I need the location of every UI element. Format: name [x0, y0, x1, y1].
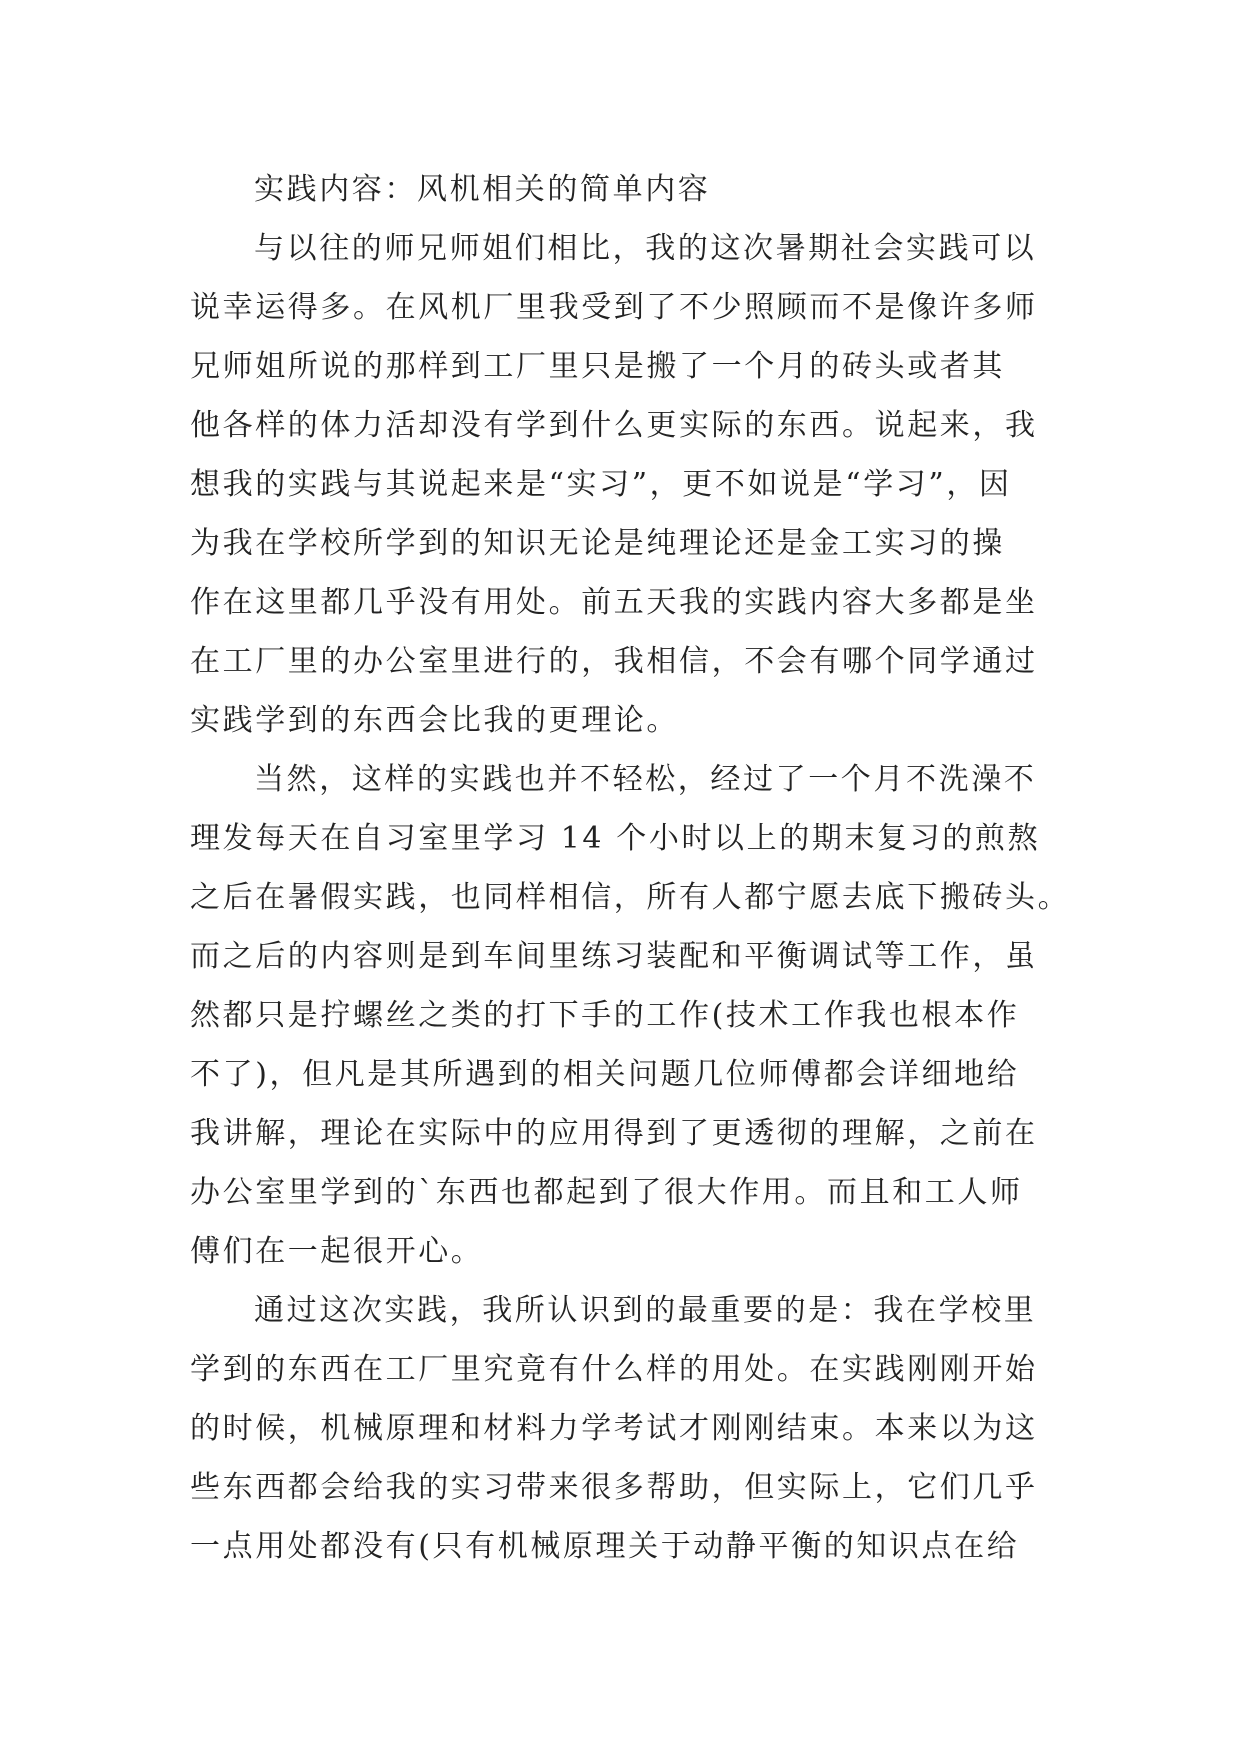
- paragraph-3: [190, 1281, 1050, 1576]
- paragraph-line: 与以往的师兄师姐们相比，我的这次暑期社会实践可以: [254, 231, 1037, 266]
- paragraph-line: 然都只是拧螺丝之类的打下手的工作(技术工作我也根本作: [190, 998, 1020, 1033]
- paragraph-line: 我讲解，理论在实际中的应用得到了更透彻的理解，之前在: [190, 1116, 1038, 1151]
- paragraph-line: 为我在学校所学到的知识无论是纯理论还是金工实习的操: [190, 526, 1005, 561]
- paragraph-line: 想我的实践与其说起来是“实习”，更不如说是“学习”，因: [190, 467, 1012, 502]
- paragraph-line: 当然，这样的实践也并不轻松，经过了一个月不洗澡不: [254, 762, 1037, 797]
- paragraph-line: 一点用处都没有(只有机械原理关于动静平衡的知识点在给: [190, 1529, 1020, 1564]
- document-body: [190, 160, 1071, 1576]
- paragraph-line: 傅们在一起很开心。: [190, 1234, 484, 1269]
- paragraph-line: 在工厂里的办公室里进行的，我相信，不会有哪个同学通过: [190, 644, 1038, 679]
- paragraph-line: 通过这次实践，我所认识到的最重要的是：我在学校里: [254, 1293, 1037, 1328]
- paragraph-line: 理发每天在自习室里学习 14 个小时以上的期末复习的煎熬: [190, 821, 1041, 856]
- paragraph-line: 不了)，但凡是其所遇到的相关问题几位师傅都会详细地给: [190, 1057, 1020, 1092]
- paragraph-line: 作在这里都几乎没有用处。前五天我的实践内容大多都是坐: [190, 585, 1038, 620]
- paragraph-2: [190, 750, 1071, 1281]
- paragraph-line: 他各样的体力活却没有学到什么更实际的东西。说起来，我: [190, 408, 1038, 443]
- document-heading: 实践内容：风机相关的简单内容: [254, 172, 711, 207]
- paragraph-line: 之后在暑假实践，也同样相信，所有人都宁愿去底下搬砖头。: [190, 880, 1071, 915]
- paragraph-line: 而之后的内容则是到车间里练习装配和平衡调试等工作，虽: [190, 939, 1038, 974]
- paragraph-line: 的时候，机械原理和材料力学考试才刚刚结束。本来以为这: [190, 1411, 1038, 1446]
- paragraph-line: 些东西都会给我的实习带来很多帮助，但实际上，它们几乎: [190, 1470, 1038, 1505]
- paragraph-1: [190, 219, 1050, 750]
- paragraph-line: 说幸运得多。在风机厂里我受到了不少照顾而不是像许多师: [190, 290, 1038, 325]
- paragraph-line: 实践学到的东西会比我的更理论。: [190, 703, 679, 738]
- paragraph-line: 办公室里学到的`东西也都起到了很大作用。而且和工人师: [190, 1175, 1023, 1210]
- paragraph-line: 兄师姐所说的那样到工厂里只是搬了一个月的砖头或者其: [190, 349, 1005, 384]
- paragraph-line: 学到的东西在工厂里究竟有什么样的用处。在实践刚刚开始: [190, 1352, 1038, 1387]
